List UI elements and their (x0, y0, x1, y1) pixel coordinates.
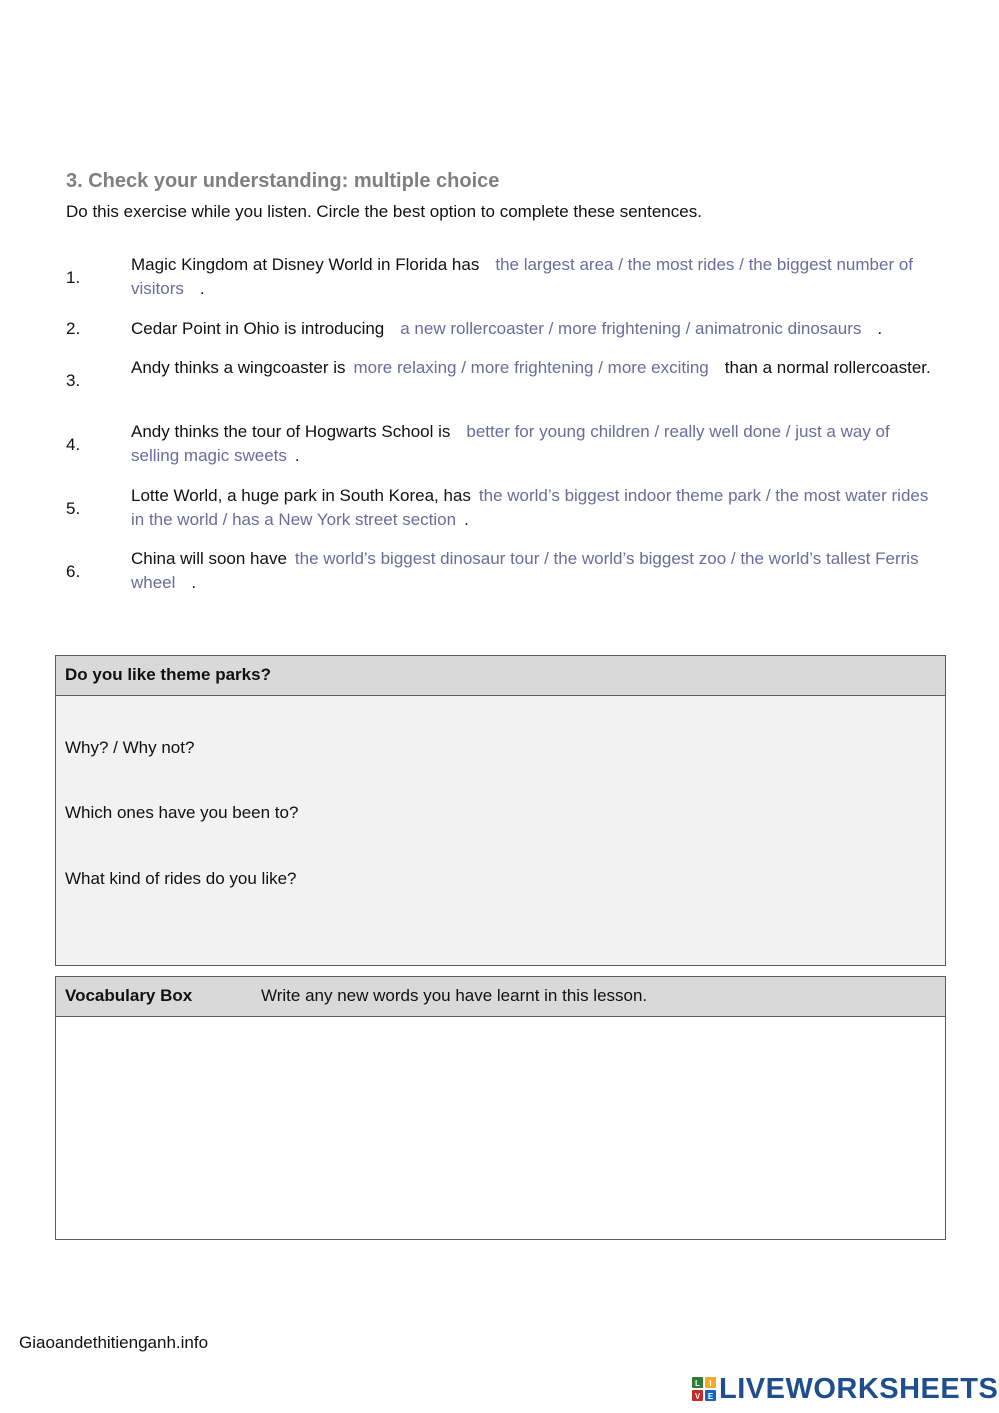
question-ending: . (294, 446, 300, 465)
question-stem: Magic Kingdom at Disney World in Florida has (131, 255, 480, 274)
vocabulary-box (55, 976, 946, 1240)
question-stem: China will soon have (131, 549, 287, 568)
svg-text:E: E (707, 1392, 714, 1401)
svg-text:I: I (709, 1379, 712, 1388)
question-number: 4. (66, 435, 81, 454)
discussion-question-1: Why? / Why not? (65, 738, 195, 757)
question-ending: . (464, 510, 469, 529)
theme-parks-heading: Do you like theme parks? (56, 656, 945, 696)
liveworksheets-logo (692, 1372, 998, 1406)
question-text (131, 317, 936, 341)
question-number: 6. (66, 562, 81, 581)
vocabulary-title: Vocabulary Box (65, 986, 193, 1005)
discussion-question-2: Which ones have you been to? (65, 803, 299, 822)
question-ending: . (199, 279, 205, 298)
question-ending: . (191, 573, 197, 592)
section-title: 3. Check your understanding: multiple choice (66, 170, 500, 192)
question-stem: Andy thinks the tour of Hogwarts School is (131, 422, 451, 441)
vocabulary-writing-area[interactable] (56, 1017, 945, 1239)
answer-options[interactable]: more relaxing / more frightening / more exciting (353, 358, 709, 377)
question-stem: Andy thinks a wingcoaster is (131, 358, 346, 377)
question-ending: . (877, 319, 883, 338)
answer-options[interactable]: the largest area / the most rides / the biggest number of visitors (131, 255, 914, 298)
answer-options[interactable]: better for young children / really well done / just a way of selling magic sweets (131, 422, 890, 465)
answer-options[interactable]: a new rollercoaster / more frightening / animatronic dinosaurs (400, 319, 862, 338)
question-number: 2. (66, 319, 81, 338)
question-text (131, 484, 936, 532)
liveworksheets-logo-icon (692, 1377, 716, 1401)
question-text (131, 253, 936, 301)
question-number: 5. (66, 499, 81, 518)
question-text (131, 356, 936, 380)
instructions: Do this exercise while you listen. Circle the best option to complete these sentences. (66, 202, 702, 221)
theme-parks-discussion-box (55, 655, 946, 966)
question-stem: Cedar Point in Ohio is introducing (131, 319, 385, 338)
vocabulary-instruction: Write any new words you have learnt in this lesson. (261, 986, 648, 1005)
question-text (131, 420, 936, 468)
discussion-question-3: What kind of rides do you like? (65, 869, 297, 888)
question-number: 3. (66, 371, 81, 390)
answer-options[interactable]: the world’s biggest dinosaur tour / the world’s biggest zoo / the world’s tallest Ferris wheel (131, 549, 919, 592)
svg-text:L: L (695, 1379, 700, 1388)
question-stem: Lotte World, a huge park in South Korea, has (131, 486, 471, 505)
answer-options[interactable]: the world’s biggest indoor theme park / the most water rides in the world / has a New York street section (131, 486, 929, 529)
question-ending: than a normal rollercoaster. (724, 358, 931, 377)
source-site: Giaoandethitienganh.info (19, 1333, 209, 1352)
vocabulary-header (56, 977, 945, 1017)
liveworksheets-logo-text: LIVEWORKSHEETS (719, 1372, 999, 1405)
question-number: 1. (66, 268, 81, 287)
question-text (131, 547, 936, 595)
svg-text:V: V (694, 1392, 701, 1401)
